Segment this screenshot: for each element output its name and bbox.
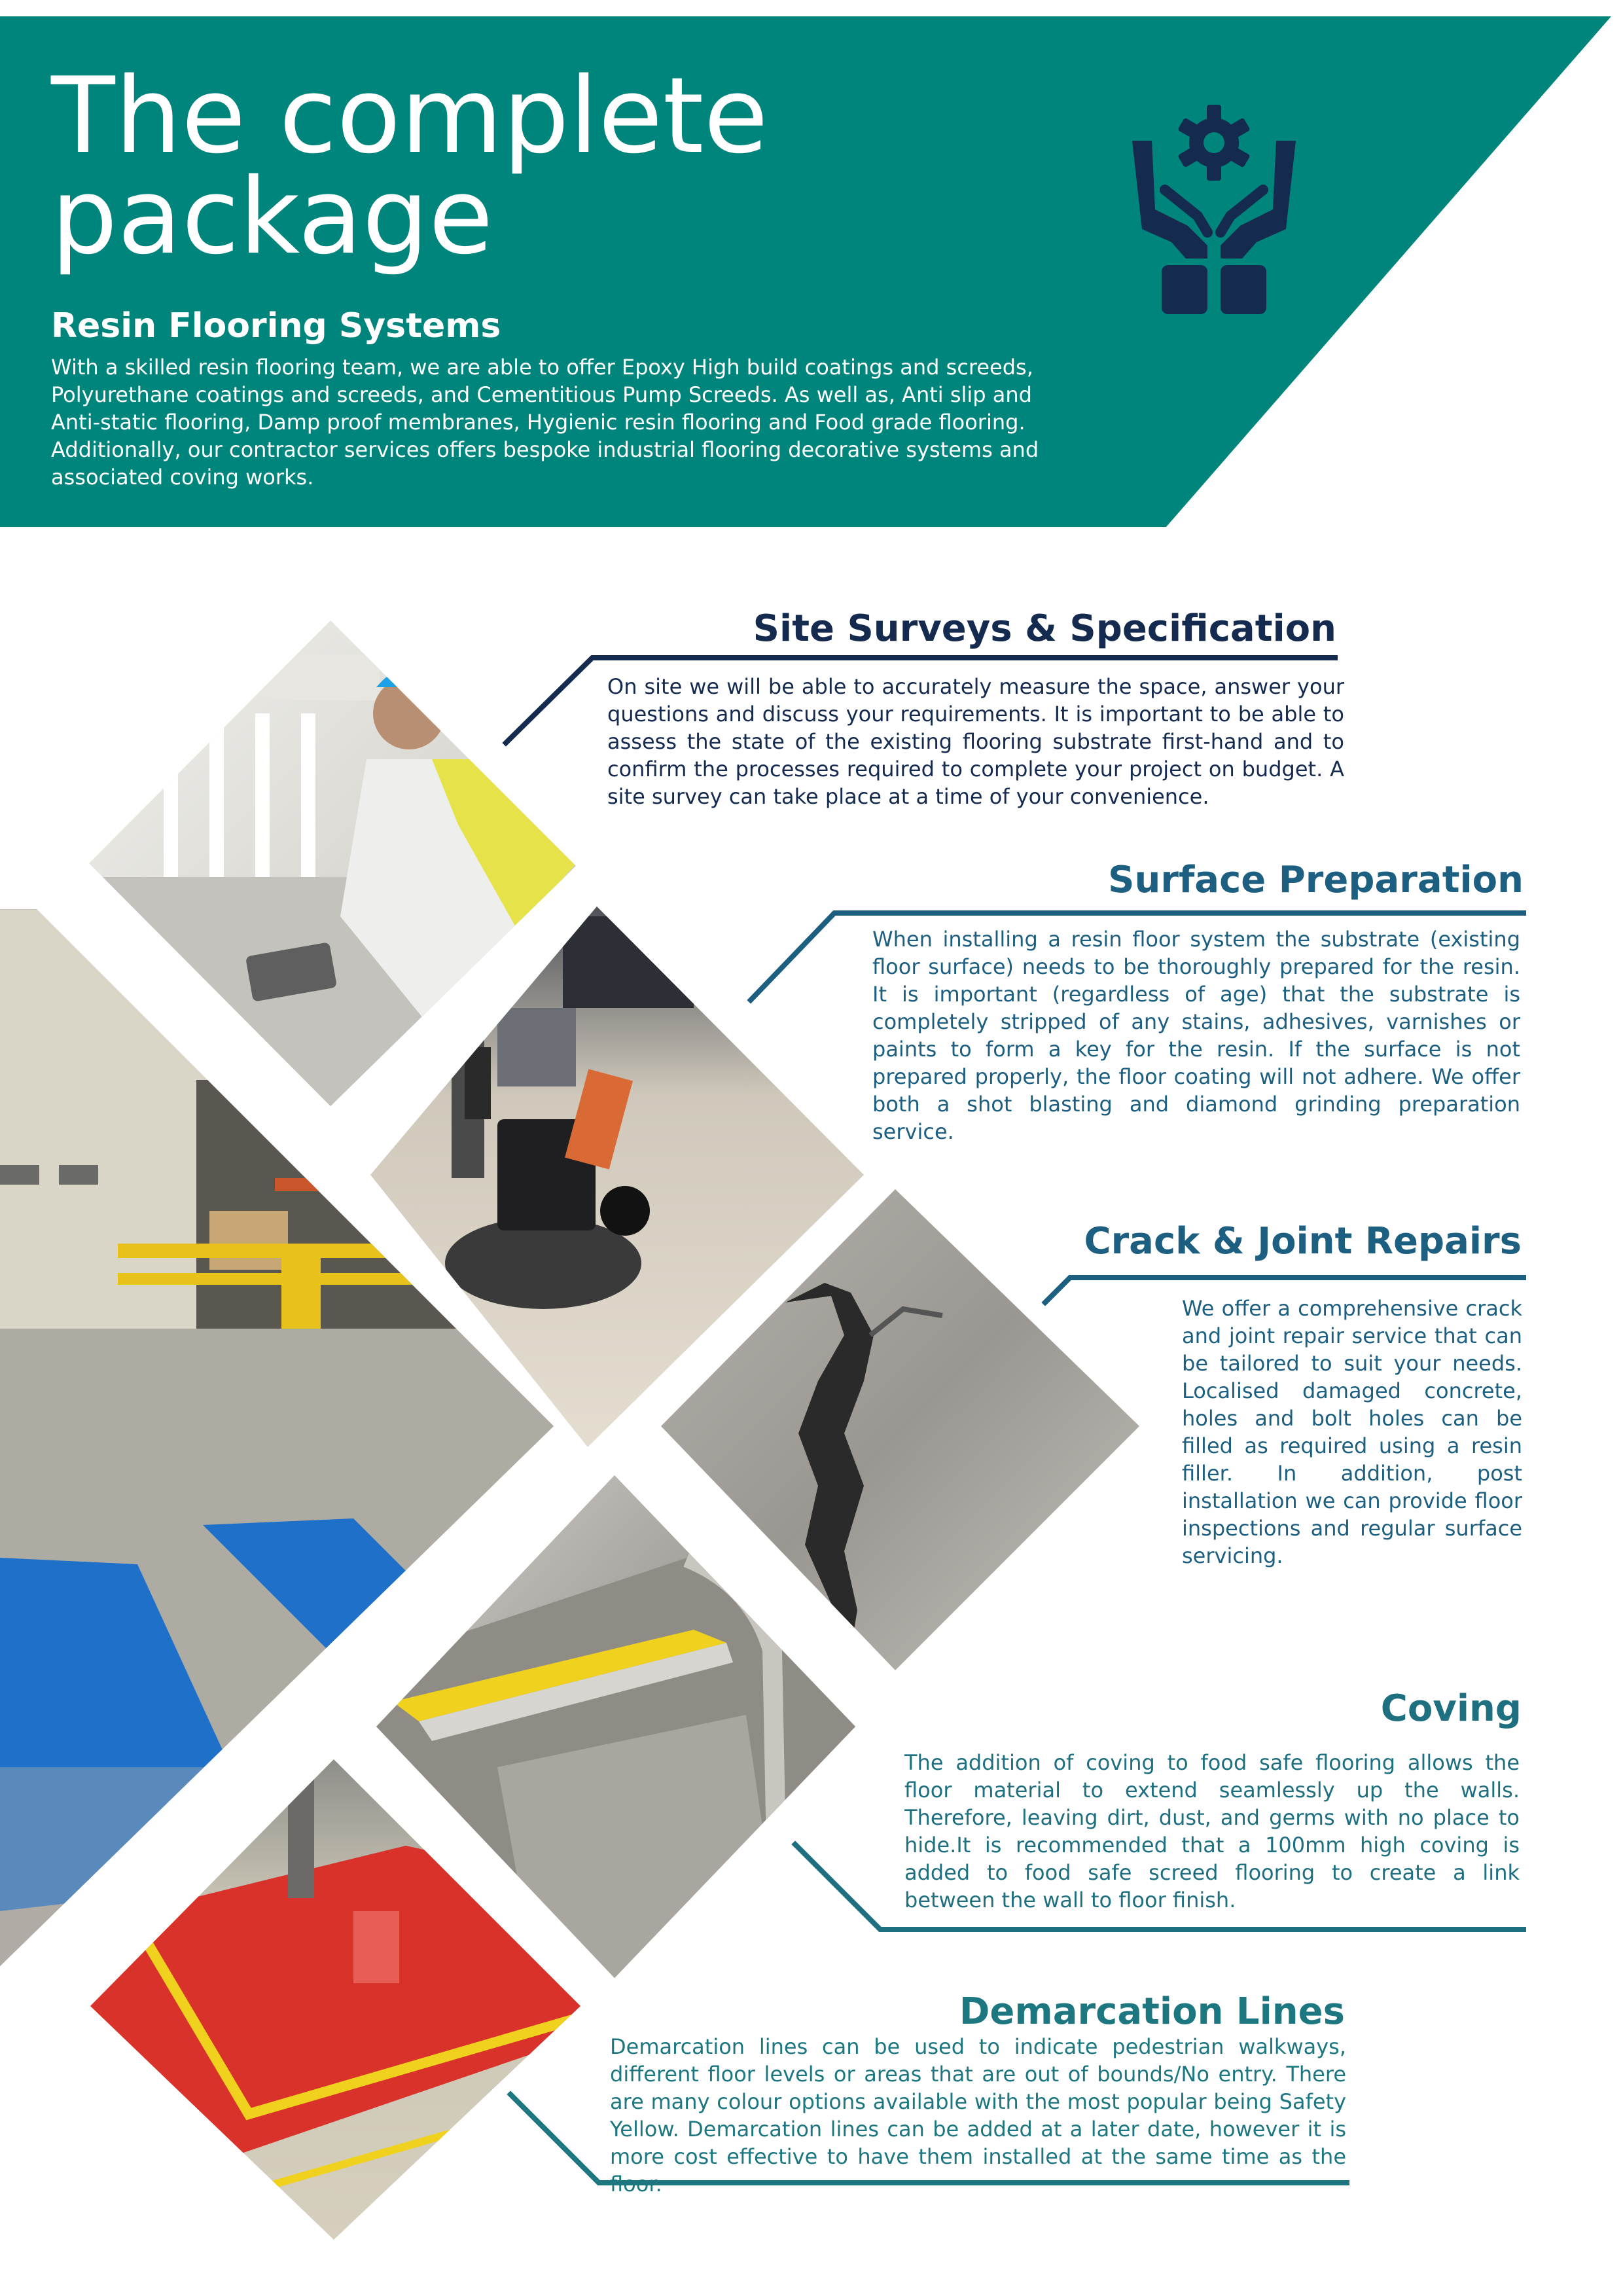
section-body-crack-repairs: We offer a comprehensive crack and joint repair service that can be tailored to suit your needs. Localised damaged concrete, holes and bolt holes can be filled as required using a resin filler. In addition, post installation we can provide floor inspections and regular surface servicing. [1182, 1296, 1522, 1568]
section-body-surface-preparation: When installing a resin floor system the substrate (existing floor surface) needs to be thoroughly prepared for the resin. It is important (regardless of age) that the substrate is completely stripped of any stains, adhesives, varnishes or paints to form a key for the resin. If the surface is not prepared properly, the floor coating will not adhere. We offer both a shot blasting and diamond grinding preparation service. [872, 927, 1520, 1144]
intro-paragraph: With a skilled resin flooring team, we are able to offer Epoxy High build coatings and screeds, Polyurethane coatings and screeds, and Cementitious Pump Screeds. As well as, Anti slip and Anti-static flooring, Damp proof membranes, Hygienic resin flooring and Food grade flooring. Additionally, our contractor services offers bespoke industrial flooring decorative systems and associated coving works. [51, 355, 1039, 490]
page-title [51, 54, 902, 278]
section-body-demarcation-lines: Demarcation lines can be used to indicate pedestrian walkways, different floor levels or areas that are out of bounds/No entry. There are many colour options available with the most popular being Safety Yellow. Demarcation lines can be added at a later date, however it is more cost effective to have them installed at the same time as the floor. [610, 2034, 1346, 2197]
page-title-line2: package [51, 155, 493, 278]
subtitle: Resin Flooring Systems [51, 306, 501, 346]
section-heading-demarcation-lines: Demarcation Lines [959, 1990, 1345, 2033]
section-body-coving: The addition of coving to food safe flooring allows the floor material to extend seamlessly up the walls. Therefore, leaving dirt, dust, and germs with no place to hide.It is recommended that a 100mm high coving is added to food safe screed flooring to create a link between the wall to floor finish. [904, 1750, 1520, 1912]
page-title-line1: The complete [51, 54, 768, 177]
section-heading-surface-preparation: Surface Preparation [1108, 859, 1524, 901]
section-heading-crack-repairs: Crack & Joint Repairs [1084, 1220, 1522, 1263]
section-heading-site-surveys: Site Surveys & Specification [753, 607, 1336, 650]
section-body-site-surveys: On site we will be able to accurately measure the space, answer your questions and discuss your requirements. It is important to be able to assess the state of the existing flooring substrate first-hand and to confirm the processes required to complete your project on budget. A site survey can take place at a time of your convenience. [607, 674, 1344, 809]
section-heading-coving: Coving [1380, 1687, 1522, 1730]
